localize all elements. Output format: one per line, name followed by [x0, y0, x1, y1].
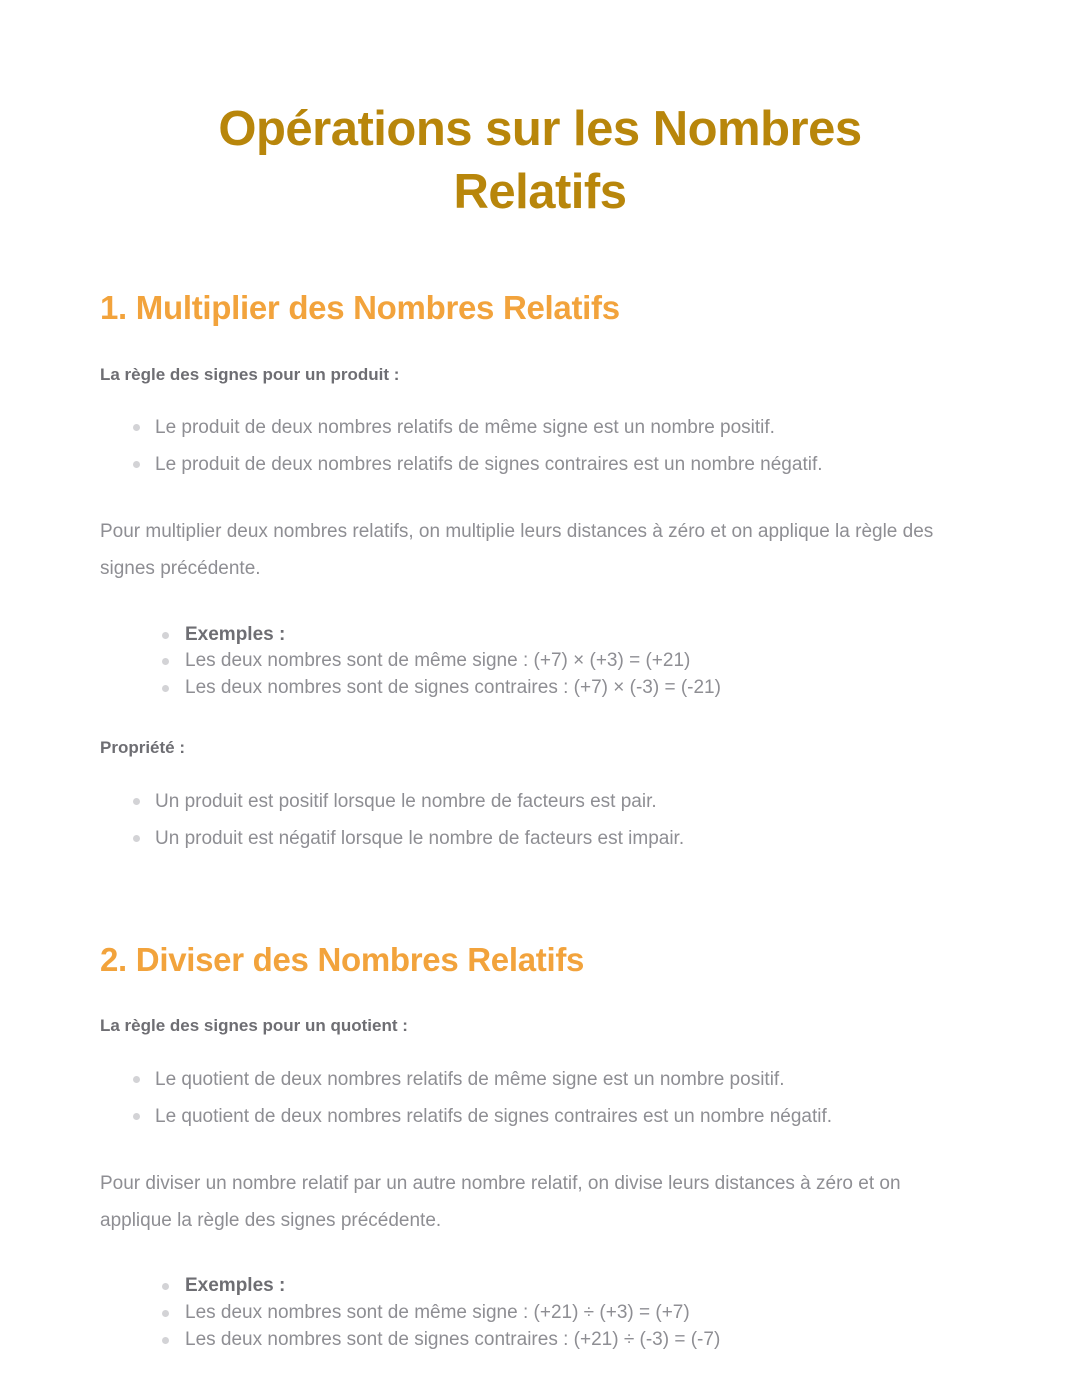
rule-label-product: La règle des signes pour un produit :: [100, 364, 400, 384]
examples-list-product: [100, 588, 980, 703]
section-heading-multiplier: 1. Multiplier des Nombres Relatifs: [100, 289, 620, 327]
list-item: Les deux nombres sont de signes contraires : (+21) ÷ (-3) = (-7): [100, 1327, 980, 1354]
paragraph-multiplier: Pour multiplier deux nombres relatifs, on multiplie leurs distances à zéro et on applique la règle des signes précédente.: [100, 521, 934, 580]
examples-list-quotient: [100, 1239, 980, 1354]
rules-list-quotient: [100, 1039, 980, 1135]
property-label-product: Propriété :: [100, 738, 186, 758]
page-title: Opérations sur les Nombres Relatifs: [218, 102, 862, 219]
list-item: Le quotient de deux nombres relatifs de signes contraires est un nombre négatif.: [100, 1098, 980, 1135]
list-item: Un produit est négatif lorsque le nombre de facteurs est impair.: [100, 820, 980, 857]
section-diviser: [100, 857, 980, 1354]
rules-list-product: [100, 387, 980, 483]
list-item: Le produit de deux nombres relatifs de signes contraires est un nombre négatif.: [100, 446, 980, 483]
rule-label-quotient: La règle des signes pour un quotient :: [100, 1016, 408, 1036]
section-heading-diviser: 2. Diviser des Nombres Relatifs: [100, 941, 585, 979]
list-item: Un produit est positif lorsque le nombre de facteurs est pair.: [100, 783, 980, 820]
paragraph-diviser: Pour diviser un nombre relatif par un autre nombre relatif, on divise leurs distances à zéro et on applique la règle des signes précédente.: [100, 1173, 901, 1232]
properties-list-product: [100, 761, 980, 857]
list-item: Les deux nombres sont de même signe : (+21) ÷ (+3) = (+7): [100, 1300, 980, 1327]
list-item: Le quotient de deux nombres relatifs de même signe est un nombre positif.: [100, 1061, 980, 1098]
examples-label: Exemples :: [100, 1273, 980, 1300]
examples-label: Exemples :: [100, 622, 980, 649]
list-item: Les deux nombres sont de signes contraires : (+7) × (-3) = (-21): [100, 675, 980, 702]
list-item: Le produit de deux nombres relatifs de même signe est un nombre positif.: [100, 409, 980, 446]
section-multiplier: [100, 223, 980, 857]
list-item: Les deux nombres sont de même signe : (+7) × (+3) = (+21): [100, 648, 980, 675]
